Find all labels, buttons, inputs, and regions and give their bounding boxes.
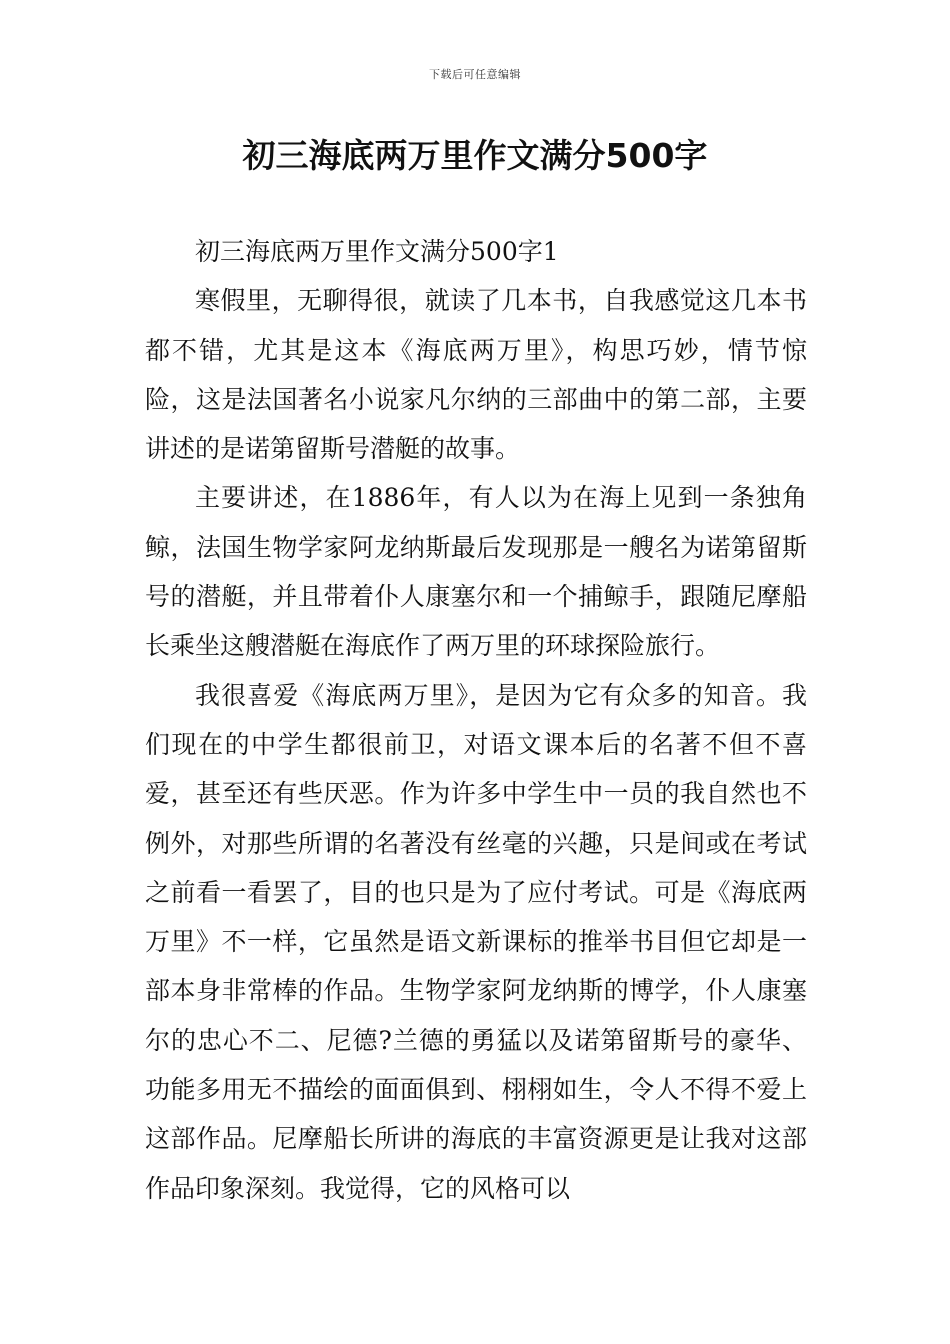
header-note: 下载后可任意编辑	[429, 68, 521, 81]
document-title: 初三海底两万里作文满分500字	[242, 136, 708, 175]
paragraph-1: 寒假里，无聊得很，就读了几本书，自我感觉这几本书都不错，尤其是这本《海底两万里》，构思巧妙，情节惊险，这是法国著名小说家凡尔纳的三部曲中的第二部，主要讲述的是诺第留斯号潜艇的故事。	[145, 286, 807, 464]
document-body	[145, 227, 807, 1213]
paragraph-3: 我很喜爱《海底两万里》，是因为它有众多的知音。我们现在的中学生都很前卫，对语文课本后的名著不但不喜爱，甚至还有些厌恶。作为许多中学生中一员的我自然也不例外，对那些所谓的名著没有丝毫的兴趣，只是间或在考试之前看一看罢了，目的也只是为了应付考试。可是《海底两万里》不一样，它虽然是语文新课标的推举书目但它却是一部本身非常棒的作品。生物学家阿龙纳斯的博学，仆人康塞尔的忠心不二、尼德?兰德的勇猛以及诺第留斯号的豪华、功能多用无不描绘的面面俱到、栩栩如生，令人不得不爱上这部作品。尼摩船长所讲的海底的丰富资源更是让我对这部作品印象深刻。我觉得，它的风格可以	[145, 680, 807, 1203]
paragraph-subtitle: 初三海底两万里作文满分500字1	[195, 237, 559, 266]
paragraph-2: 主要讲述，在1886年，有人以为在海上见到一条独角鲸，法国生物学家阿龙纳斯最后发现那是一艘名为诺第留斯号的潜艇，并且带着仆人康塞尔和一个捕鲸手，跟随尼摩船长乘坐这艘潜艇在海底作了两万里的环球探险旅行。	[145, 483, 807, 661]
